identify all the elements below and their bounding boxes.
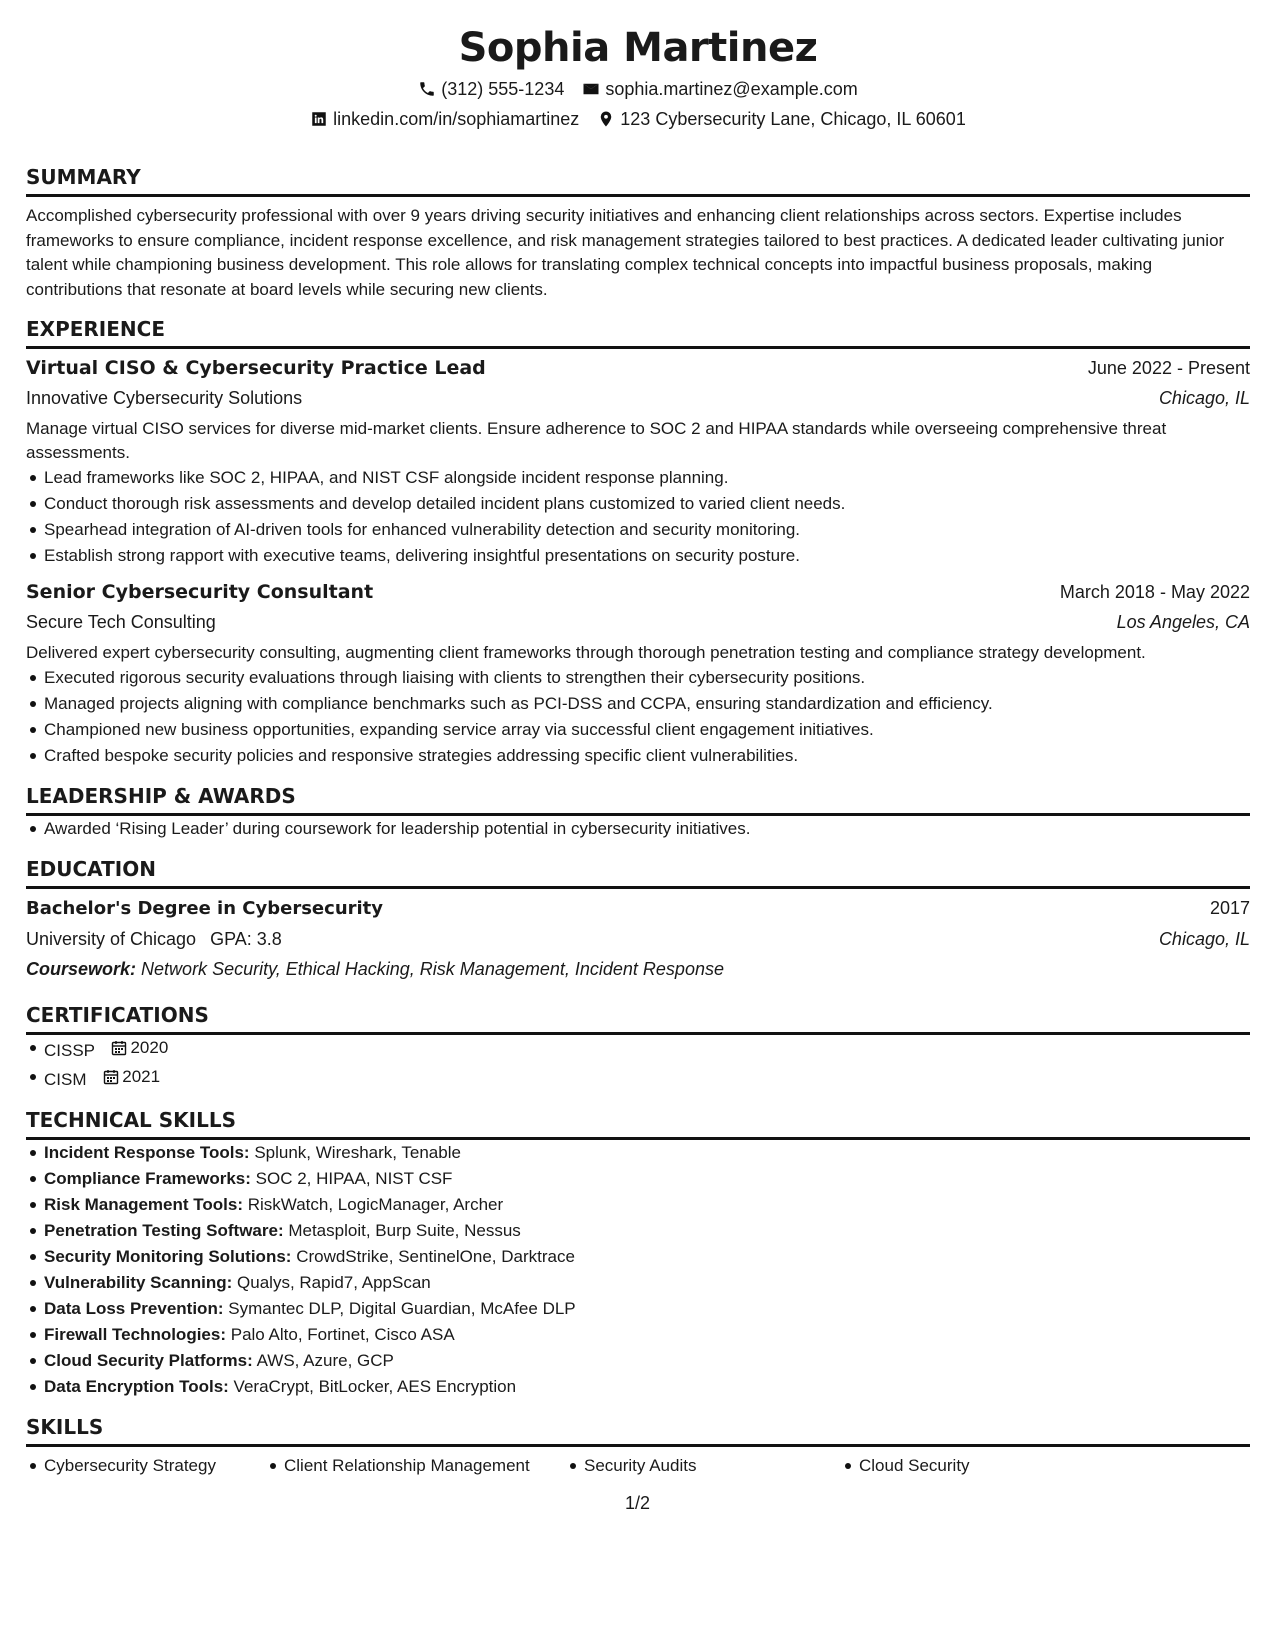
skill-label: Penetration Testing Software: bbox=[44, 1221, 284, 1240]
certifications-section bbox=[26, 1002, 1250, 1093]
skill-label: Firewall Technologies: bbox=[44, 1325, 226, 1344]
list-item: Establish strong rapport with executive teams, delivering insightful presentations on security posture. bbox=[44, 543, 1250, 569]
job-title: Virtual CISO & Cybersecurity Practice Lead bbox=[26, 357, 486, 379]
contact-email[interactable] bbox=[582, 74, 857, 104]
job-date: June 2022 - Present bbox=[1087, 358, 1250, 378]
summary-section bbox=[26, 164, 1250, 302]
list-item bbox=[44, 1244, 1250, 1270]
linkedin-icon bbox=[310, 110, 328, 128]
contact-linkedin[interactable] bbox=[310, 104, 579, 134]
summary-text: Accomplished cybersecurity professional with over 9 years driving security initiatives and enhancing client relationships across sectors. Expertise includes frameworks to ensure compliance, incident response excellence, and risk management strategies tailored to best practices. A dedicated leader cultivating junior talent while championing business development. This role allows for translating complex technical concepts into impactful business proposals, making contributions that resonate at board levels while securing new clients. bbox=[26, 206, 1225, 299]
experience-title: EXPERIENCE bbox=[26, 316, 1250, 349]
list-item bbox=[44, 1374, 1250, 1400]
job-description: Delivered expert cybersecurity consulting, augmenting client frameworks through thorough penetration testing and compliance strategy development. bbox=[26, 643, 1146, 662]
skill-label: Risk Management Tools: bbox=[44, 1195, 243, 1214]
list-item bbox=[44, 1270, 1250, 1296]
linkedin-text: linkedin.com/in/sophiamartinez bbox=[333, 109, 580, 129]
education-section bbox=[26, 856, 1250, 984]
list-item bbox=[44, 1218, 1250, 1244]
job-title: Senior Cybersecurity Consultant bbox=[26, 581, 374, 603]
job-company: Secure Tech Consulting bbox=[26, 612, 216, 632]
skill-label: Security Monitoring Solutions: bbox=[44, 1247, 292, 1266]
skill-value: VeraCrypt, BitLocker, AES Encryption bbox=[233, 1377, 517, 1396]
list-item bbox=[44, 1166, 1250, 1192]
skill-value: Palo Alto, Fortinet, Cisco ASA bbox=[230, 1325, 455, 1344]
cert-year bbox=[103, 1064, 160, 1090]
school-name: University of Chicago bbox=[26, 929, 197, 949]
list-item: Spearhead integration of AI-driven tools for enhanced vulnerability detection and security monitoring. bbox=[44, 517, 1250, 543]
skill-value: Splunk, Wireshark, Tenable bbox=[254, 1143, 461, 1162]
resume-header bbox=[26, 0, 1250, 134]
phone-icon bbox=[418, 80, 436, 98]
calendar-icon bbox=[111, 1040, 127, 1056]
certifications-title: CERTIFICATIONS bbox=[26, 1002, 1250, 1035]
job-company: Innovative Cybersecurity Solutions bbox=[26, 388, 303, 408]
technical-skills-section bbox=[26, 1107, 1250, 1400]
education-title: EDUCATION bbox=[26, 856, 1250, 889]
list-item bbox=[44, 1140, 1250, 1166]
phone-text: (312) 555-1234 bbox=[441, 79, 565, 99]
leadership-title: LEADERSHIP & AWARDS bbox=[26, 783, 1250, 816]
job-description: Manage virtual CISO services for diverse mid-market clients. Ensure adherence to SOC 2 and HIPAA standards while overseeing comprehensive threat assessments. bbox=[26, 419, 1167, 462]
contact-address bbox=[597, 104, 966, 134]
summary-title: SUMMARY bbox=[26, 164, 1250, 197]
graduation-year: 2017 bbox=[1209, 898, 1250, 918]
skill-value: SOC 2, HIPAA, NIST CSF bbox=[255, 1169, 453, 1188]
contact-line-1 bbox=[26, 74, 1250, 104]
list-item: Security Audits bbox=[584, 1453, 859, 1479]
list-item bbox=[44, 1035, 1250, 1064]
list-item: Client Relationship Management bbox=[284, 1453, 584, 1479]
list-item bbox=[44, 1064, 1250, 1093]
map-pin-icon bbox=[597, 110, 615, 128]
skill-label: Vulnerability Scanning: bbox=[44, 1273, 233, 1292]
calendar-icon bbox=[103, 1069, 119, 1085]
list-item: Cybersecurity Strategy bbox=[44, 1453, 284, 1479]
skill-label: Incident Response Tools: bbox=[44, 1143, 250, 1162]
skill-label: Data Encryption Tools: bbox=[44, 1377, 229, 1396]
list-item bbox=[44, 1296, 1250, 1322]
cert-year-text: 2020 bbox=[130, 1038, 169, 1057]
envelope-icon bbox=[582, 80, 600, 98]
school-location: Chicago, IL bbox=[1158, 929, 1250, 949]
skills-title: SKILLS bbox=[26, 1414, 1250, 1447]
skill-value: RiskWatch, LogicManager, Archer bbox=[247, 1195, 504, 1214]
skill-value: Qualys, Rapid7, AppScan bbox=[237, 1273, 431, 1292]
skill-value: CrowdStrike, SentinelOne, Darktrace bbox=[296, 1247, 575, 1266]
job-location: Chicago, IL bbox=[1158, 388, 1250, 408]
job-entry bbox=[26, 577, 1250, 769]
technical-skills-list bbox=[26, 1140, 1250, 1400]
list-item bbox=[44, 1348, 1250, 1374]
coursework bbox=[26, 954, 1250, 984]
cert-year bbox=[111, 1035, 168, 1061]
list-item: Lead frameworks like SOC 2, HIPAA, and NIST CSF alongside incident response planning. bbox=[44, 465, 1250, 491]
skills-section bbox=[26, 1414, 1250, 1479]
list-item bbox=[44, 1322, 1250, 1348]
page-number: 1/2 bbox=[624, 1493, 651, 1513]
skills-list bbox=[26, 1453, 1250, 1479]
leadership-list bbox=[26, 816, 1250, 842]
job-bullets bbox=[26, 465, 1250, 569]
leadership-section bbox=[26, 783, 1250, 842]
list-item: Conduct thorough risk assessments and develop detailed incident plans customized to varied client needs. bbox=[44, 491, 1250, 517]
list-item: Executed rigorous security evaluations through liaising with clients to strengthen their cybersecurity positions. bbox=[44, 665, 1250, 691]
gpa: GPA: 3.8 bbox=[210, 929, 282, 949]
list-item: Crafted bespoke security policies and responsive strategies addressing specific client vulnerabilities. bbox=[44, 743, 1250, 769]
job-bullets bbox=[26, 665, 1250, 769]
address-text: 123 Cybersecurity Lane, Chicago, IL 60601 bbox=[620, 109, 966, 129]
list-item: Cloud Security bbox=[859, 1453, 1119, 1479]
contact-line-2 bbox=[26, 104, 1250, 134]
job-date: March 2018 - May 2022 bbox=[1059, 582, 1250, 602]
skill-label: Cloud Security Platforms: bbox=[44, 1351, 253, 1370]
school-line bbox=[26, 925, 282, 954]
cert-name: CISM bbox=[44, 1070, 87, 1089]
email-text: sophia.martinez@example.com bbox=[605, 79, 858, 99]
resume-page bbox=[26, 0, 1250, 1495]
degree: Bachelor's Degree in Cybersecurity bbox=[26, 898, 384, 919]
cert-year-text: 2021 bbox=[122, 1067, 161, 1086]
list-item: Awarded ‘Rising Leader’ during coursework for leadership potential in cybersecurity initiatives. bbox=[44, 816, 1250, 842]
job-entry bbox=[26, 353, 1250, 569]
cert-name: CISSP bbox=[44, 1041, 95, 1060]
list-item bbox=[44, 1192, 1250, 1218]
experience-section bbox=[26, 316, 1250, 769]
candidate-name: Sophia Martinez bbox=[458, 25, 818, 71]
technical-skills-title: TECHNICAL SKILLS bbox=[26, 1107, 1250, 1140]
skill-label: Data Loss Prevention: bbox=[44, 1299, 224, 1318]
skill-value: Metasploit, Burp Suite, Nessus bbox=[288, 1221, 521, 1240]
job-location: Los Angeles, CA bbox=[1116, 612, 1250, 632]
skill-value: Symantec DLP, Digital Guardian, McAfee DLP bbox=[228, 1299, 576, 1318]
certifications-list bbox=[26, 1035, 1250, 1093]
skill-value: AWS, Azure, GCP bbox=[256, 1351, 394, 1370]
coursework-list: Network Security, Ethical Hacking, Risk Management, Incident Response bbox=[141, 959, 724, 979]
skill-label: Compliance Frameworks: bbox=[44, 1169, 251, 1188]
contact-phone bbox=[418, 74, 564, 104]
list-item: Managed projects aligning with compliance benchmarks such as PCI-DSS and CCPA, ensuring standardization and efficiency. bbox=[44, 691, 1250, 717]
list-item: Championed new business opportunities, expanding service array via successful client engagement initiatives. bbox=[44, 717, 1250, 743]
coursework-label: Coursework: bbox=[26, 959, 137, 979]
